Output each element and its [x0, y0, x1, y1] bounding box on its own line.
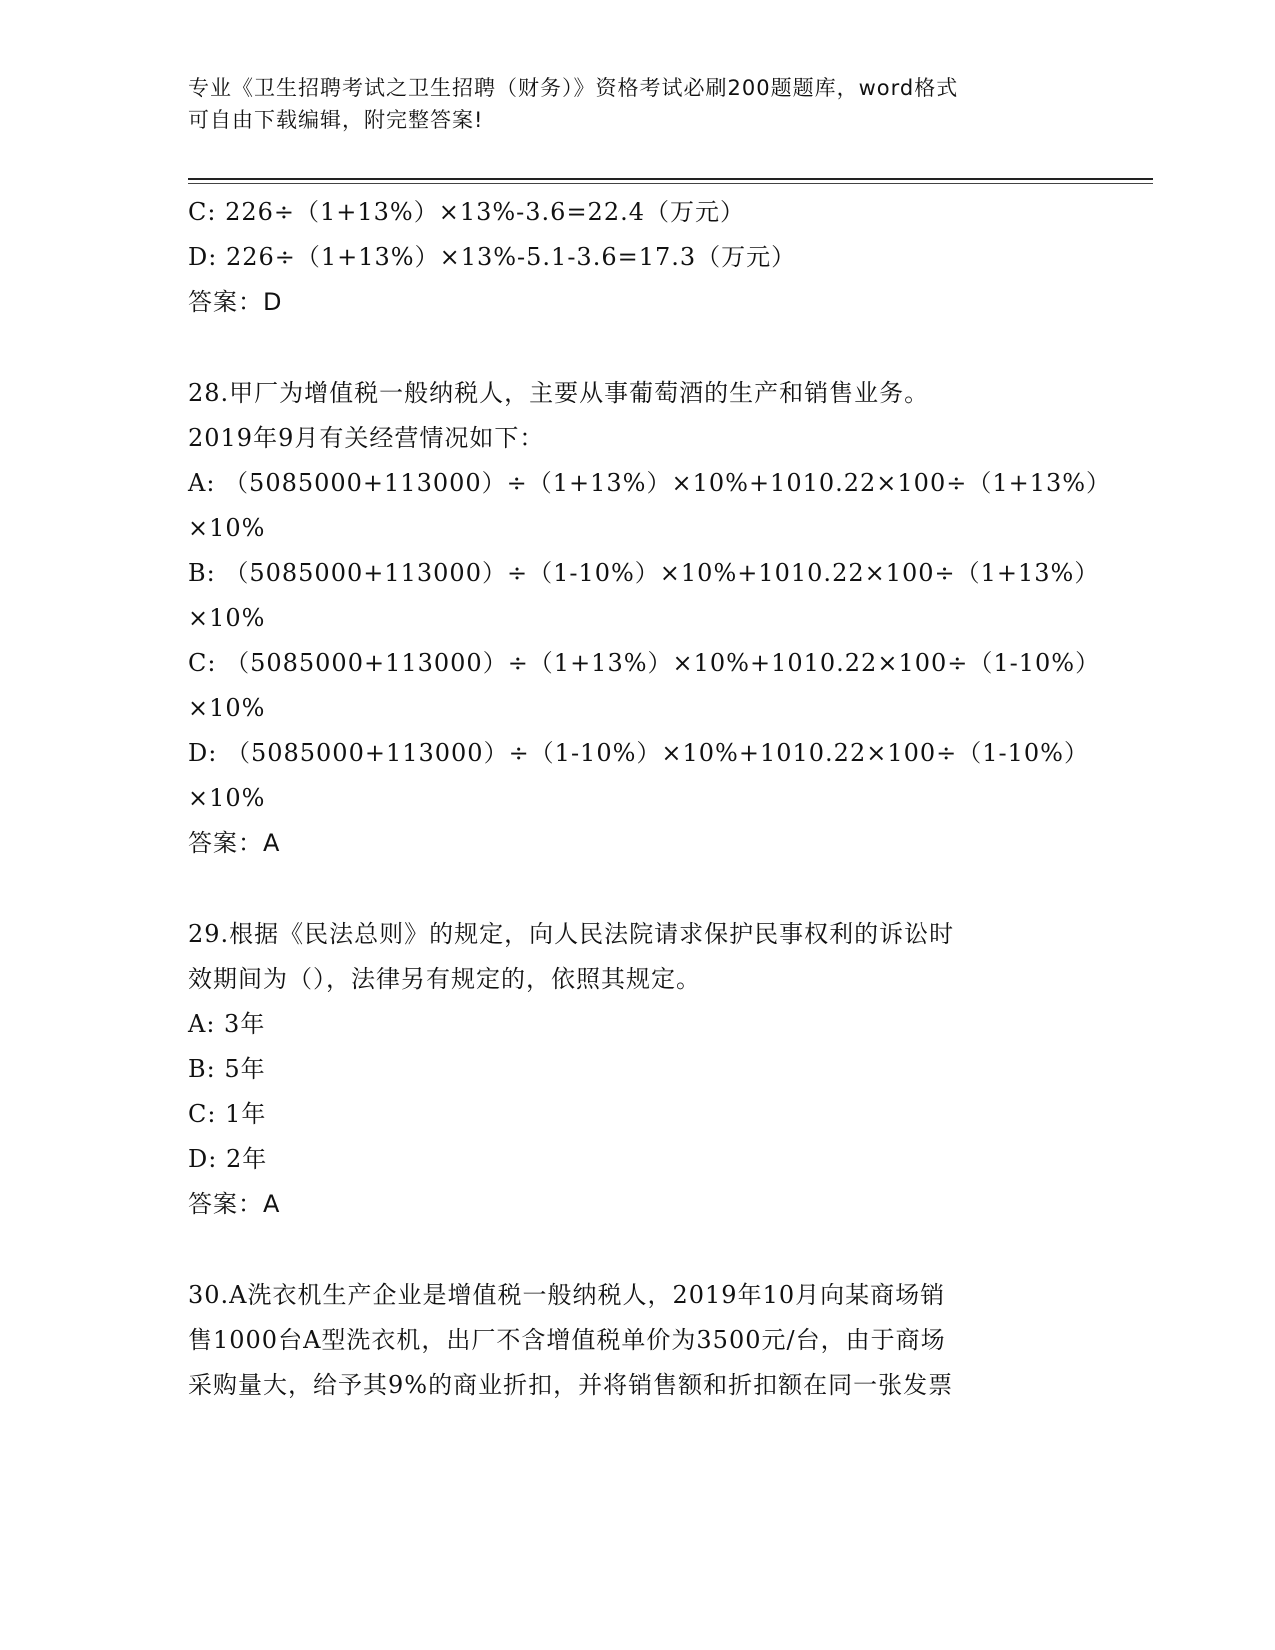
- option-c: C: （5085000+113000）÷（1+13%）×10%+1010.22×100÷（1-10%）: [188, 649, 1101, 677]
- option-b-continued: ×10%: [188, 604, 266, 632]
- header-rule-thin: [188, 183, 1153, 184]
- header-title-line-2: 可自由下载编辑，附完整答案!: [188, 108, 484, 132]
- header-title-line-1: 专业《卫生招聘考试之卫生招聘（财务）》资格考试必刷200题题库，word格式: [188, 76, 959, 100]
- question-30: [188, 1273, 1088, 1408]
- answer-line: 答案：D: [188, 288, 283, 316]
- option-c: C: 1年: [188, 1100, 267, 1128]
- document-header: [188, 72, 1068, 136]
- option-b: B: （5085000+113000）÷（1-10%）×10%+1010.22×100÷（1+13%）: [188, 559, 1100, 587]
- question-27-tail: [188, 190, 1088, 325]
- option-d: D: 2年: [188, 1145, 268, 1173]
- option-b: B: 5年: [188, 1055, 266, 1083]
- option-d: D: （5085000+113000）÷（1-10%）×10%+1010.22×100÷（1-10%）: [188, 739, 1089, 767]
- option-c-continued: ×10%: [188, 694, 266, 722]
- question-stem: 采购量大，给予其9%的商业折扣，并将销售额和折扣额在同一张发票: [188, 1371, 954, 1399]
- question-stem: 效期间为（），法律另有规定的，依照其规定。: [188, 965, 701, 993]
- question-stem: 28.甲厂为增值税一般纳税人，主要从事葡萄酒的生产和销售业务。: [188, 379, 930, 407]
- answer-line: 答案：A: [188, 829, 281, 857]
- option-c: C: 226÷（1+13%）×13%-3.6=22.4（万元）: [188, 198, 745, 226]
- answer-line: 答案：A: [188, 1190, 281, 1218]
- question-stem: 30.A洗衣机生产企业是增值税一般纳税人，2019年10月向某商场销: [188, 1281, 946, 1309]
- option-d: D: 226÷（1+13%）×13%-5.1-3.6=17.3（万元）: [188, 243, 797, 271]
- document-body: [188, 190, 1112, 1408]
- question-28: [188, 371, 1112, 866]
- question-stem: 2019年9月有关经营情况如下：: [188, 424, 545, 452]
- question-29: [188, 912, 1088, 1227]
- option-a-continued: ×10%: [188, 514, 266, 542]
- question-stem: 售1000台A型洗衣机，出厂不含增值税单价为3500元/台，由于商场: [188, 1326, 946, 1354]
- option-a: A: 3年: [188, 1010, 266, 1038]
- option-a: A: （5085000+113000）÷（1+13%）×10%+1010.22×100÷（1+13%）: [188, 469, 1112, 497]
- header-rule-thick: [188, 178, 1153, 180]
- question-stem: 29.根据《民法总则》的规定，向人民法院请求保护民事权利的诉讼时: [188, 920, 955, 948]
- option-d-continued: ×10%: [188, 784, 266, 812]
